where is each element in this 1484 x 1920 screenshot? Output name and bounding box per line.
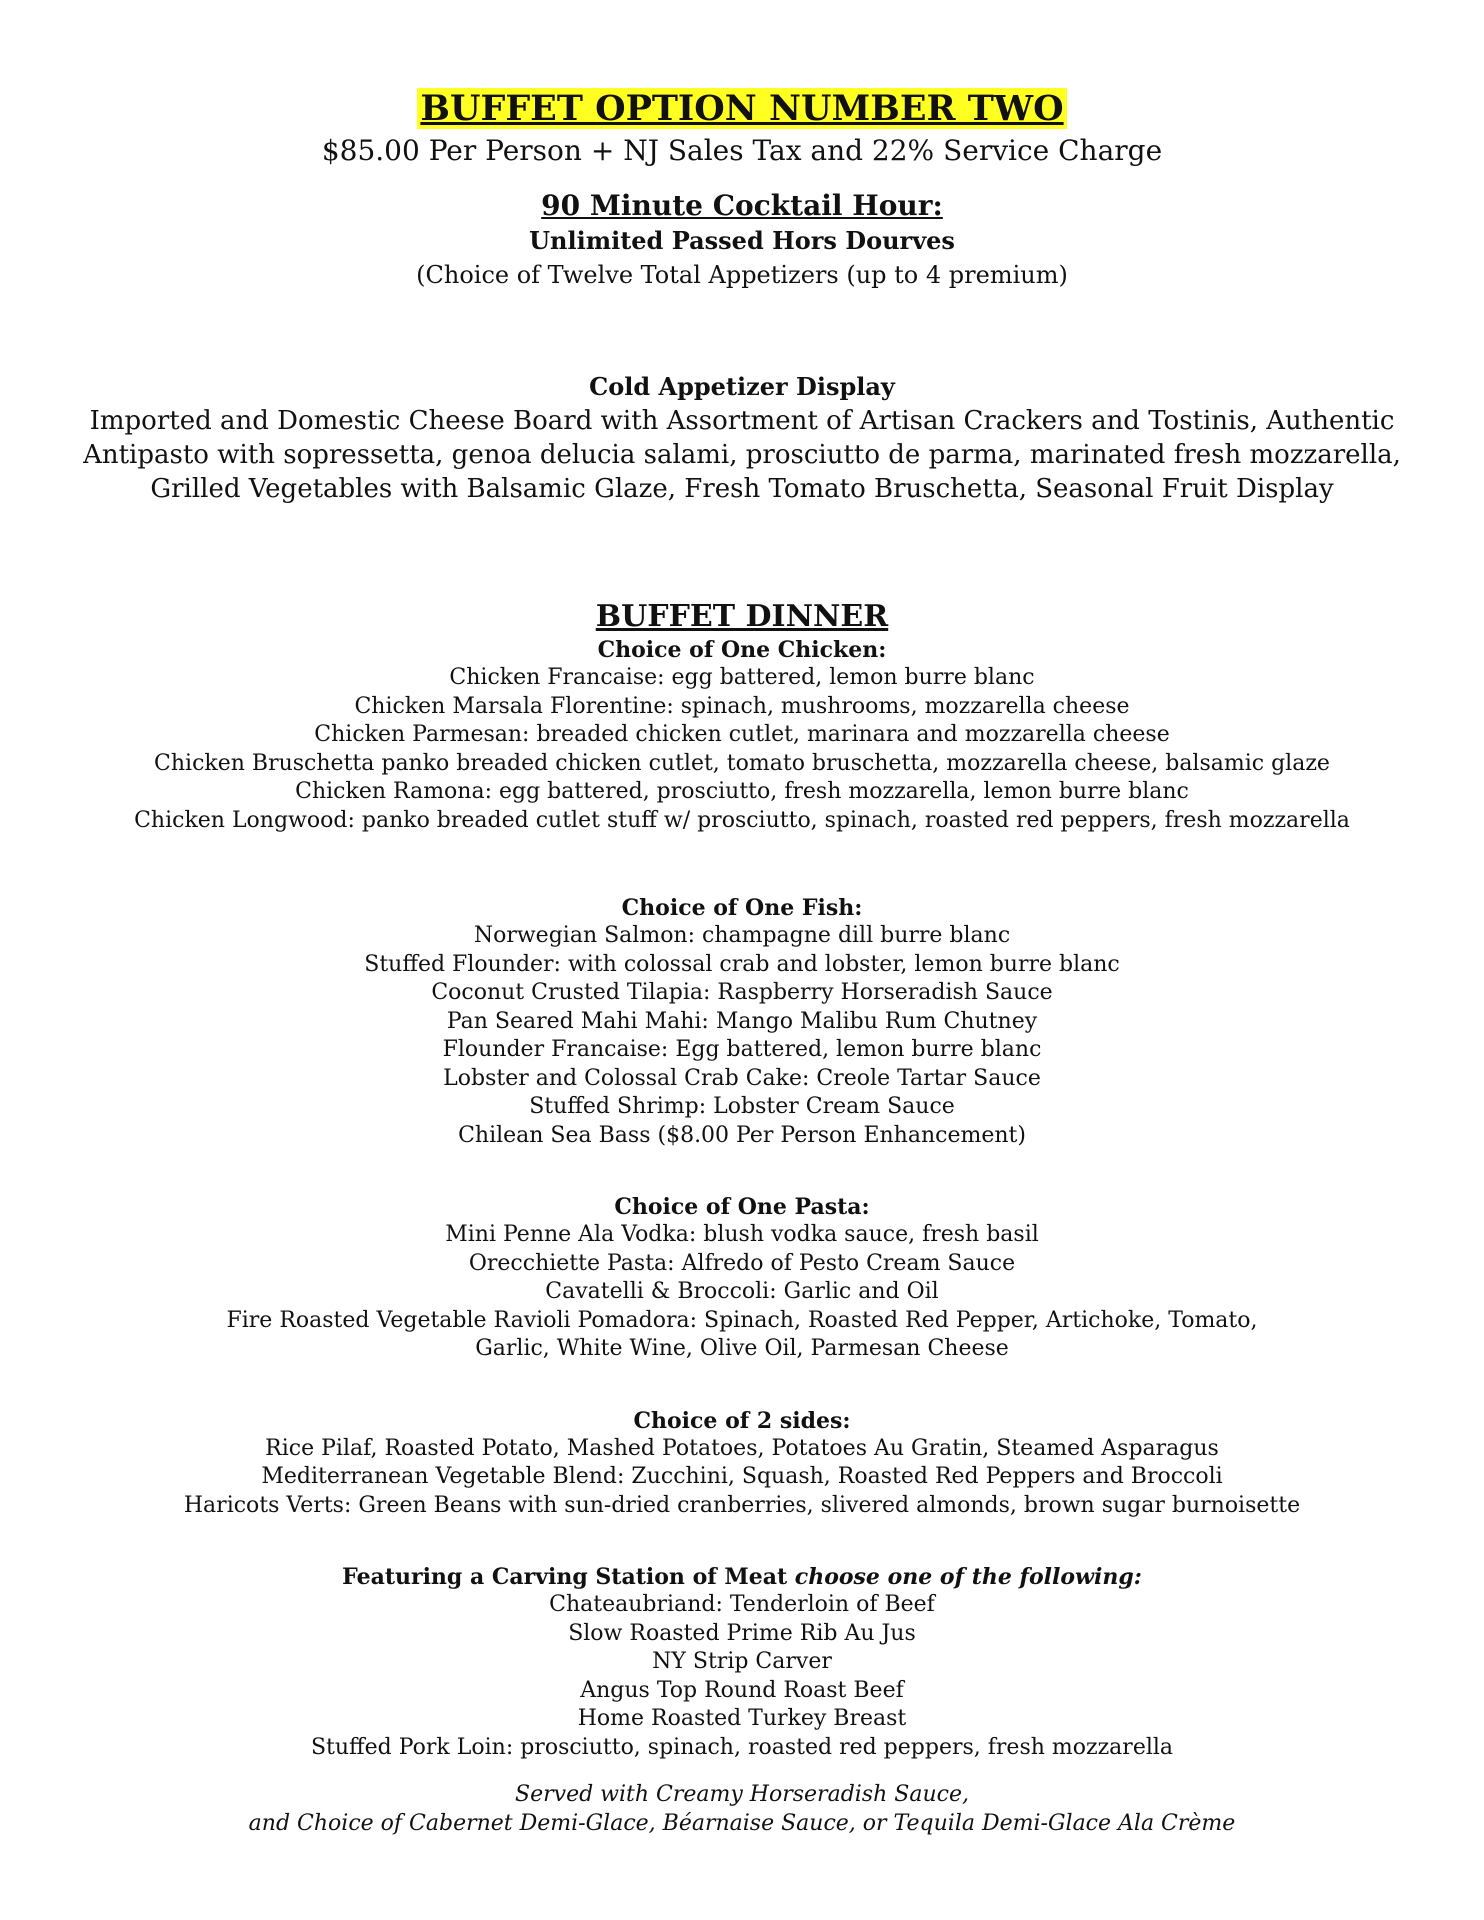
carving-item: Slow Roasted Prime Rib Au Jus	[568, 1620, 916, 1646]
chicken-item: Chicken Bruschetta panko breaded chicken cutlet, tomato bruschetta, mozzarella cheese, balsamic glaze	[154, 750, 1330, 776]
cold-display-line: Grilled Vegetables with Balsamic Glaze, Fresh Tomato Bruschetta, Seasonal Fruit Display	[150, 474, 1334, 504]
pasta-item: Mini Penne Ala Vodka: blush vodka sauce, fresh basil	[445, 1222, 1039, 1247]
cocktail-note: (Choice of Twelve Total Appetizers (up to 4 premium)	[416, 261, 1068, 289]
fish-item: Stuffed Shrimp: Lobster Cream Sauce	[529, 1094, 955, 1119]
fish-item: Chilean Sea Bass ($8.00 Per Person Enhancement)	[458, 1122, 1026, 1148]
dinner-heading: BUFFET DINNER	[595, 599, 889, 634]
carving-item: NY Strip Carver	[652, 1649, 832, 1674]
chicken-item: Chicken Marsala Florentine: spinach, mushrooms, mozzarella cheese	[354, 693, 1130, 719]
sides-heading: Choice of 2 sides:	[633, 1407, 851, 1434]
fish-item: Stuffed Flounder: with colossal crab and lobster, lemon burre blanc	[364, 951, 1120, 977]
served-with-line: and Choice of Cabernet Demi-Glace, Béarnaise Sauce, or Tequila Demi-Glace Ala Crème	[248, 1811, 1236, 1836]
fish-item: Norwegian Salmon: champagne dill burre blanc	[473, 923, 1011, 948]
sides-item: Mediterranean Vegetable Blend: Zucchini, Squash, Roasted Red Peppers and Broccoli	[261, 1464, 1223, 1489]
cocktail-heading: 90 Minute Cocktail Hour:	[541, 189, 943, 222]
title-highlight: BUFFET OPTION NUMBER TWO	[417, 88, 1066, 129]
fish-item: Flounder Francaise: Egg battered, lemon burre blanc	[442, 1037, 1042, 1062]
fish-heading: Choice of One Fish:	[621, 895, 863, 921]
cocktail-subheading: Unlimited Passed Hors Dourves	[529, 226, 955, 255]
fish-item: Coconut Crusted Tilapia: Raspberry Horseradish Sauce	[431, 980, 1053, 1005]
fish-item: Lobster and Colossal Crab Cake: Creole Tartar Sauce	[443, 1065, 1041, 1091]
cold-display-line: Antipasto with sopressetta, genoa delucia salami, prosciutto de parma, marinated fresh mozzarella,	[83, 440, 1401, 470]
chicken-item: Chicken Francaise: egg battered, lemon burre blanc	[449, 665, 1035, 690]
chicken-item: Chicken Longwood: panko breaded cutlet stuff w/ prosciutto, spinach, roasted red peppers, fresh mozzarella	[134, 807, 1350, 833]
pasta-item: Garlic, White Wine, Olive Oil, Parmesan Cheese	[475, 1336, 1009, 1361]
chicken-heading: Choice of One Chicken:	[597, 637, 887, 663]
cold-display-line: Imported and Domestic Cheese Board with Assortment of Artisan Crackers and Tostinis, Authentic	[89, 406, 1395, 436]
carving-item: Stuffed Pork Loin: prosciutto, spinach, roasted red peppers, fresh mozzarella	[310, 1734, 1174, 1760]
page-title	[0, 86, 1484, 132]
price-line: $85.00 Per Person + NJ Sales Tax and 22% Service Charge	[321, 134, 1163, 167]
pasta-heading: Choice of One Pasta:	[614, 1194, 870, 1220]
sides-item: Rice Pilaf, Roasted Potato, Mashed Potatoes, Potatoes Au Gratin, Steamed Asparagus	[265, 1435, 1219, 1461]
fish-item: Pan Seared Mahi Mahi: Mango Malibu Rum Chutney	[446, 1008, 1038, 1034]
carving-heading	[0, 1563, 1484, 1591]
carving-item: Angus Top Round Roast Beef	[580, 1677, 904, 1703]
chicken-item: Chicken Parmesan: breaded chicken cutlet, marinara and mozzarella cheese	[314, 722, 1170, 747]
pasta-item: Orecchiette Pasta: Alfredo of Pesto Cream Sauce	[468, 1250, 1016, 1276]
chicken-item: Chicken Ramona: egg battered, prosciutto, fresh mozzarella, lemon burre blanc	[295, 779, 1189, 804]
pasta-item: Fire Roasted Vegetable Ravioli Pomadora: Spinach, Roasted Red Pepper, Artichoke, Tomato,	[226, 1307, 1258, 1333]
sides-item: Haricots Verts: Green Beans with sun-dried cranberries, slivered almonds, brown sugar burnoisette	[183, 1492, 1301, 1518]
cold-display-heading: Cold Appetizer Display	[589, 372, 895, 401]
carving-item: Home Roasted Turkey Breast	[577, 1706, 907, 1731]
carving-item: Chateaubriand: Tenderloin of Beef	[549, 1592, 935, 1617]
served-with-line: Served with Creamy Horseradish Sauce,	[515, 1782, 969, 1807]
carving-heading-bold: Featuring a Carving Station of Meat	[342, 1564, 795, 1590]
pasta-item: Cavatelli & Broccoli: Garlic and Oil	[545, 1279, 939, 1304]
carving-heading-italic: choose one of the following:	[794, 1564, 1142, 1590]
